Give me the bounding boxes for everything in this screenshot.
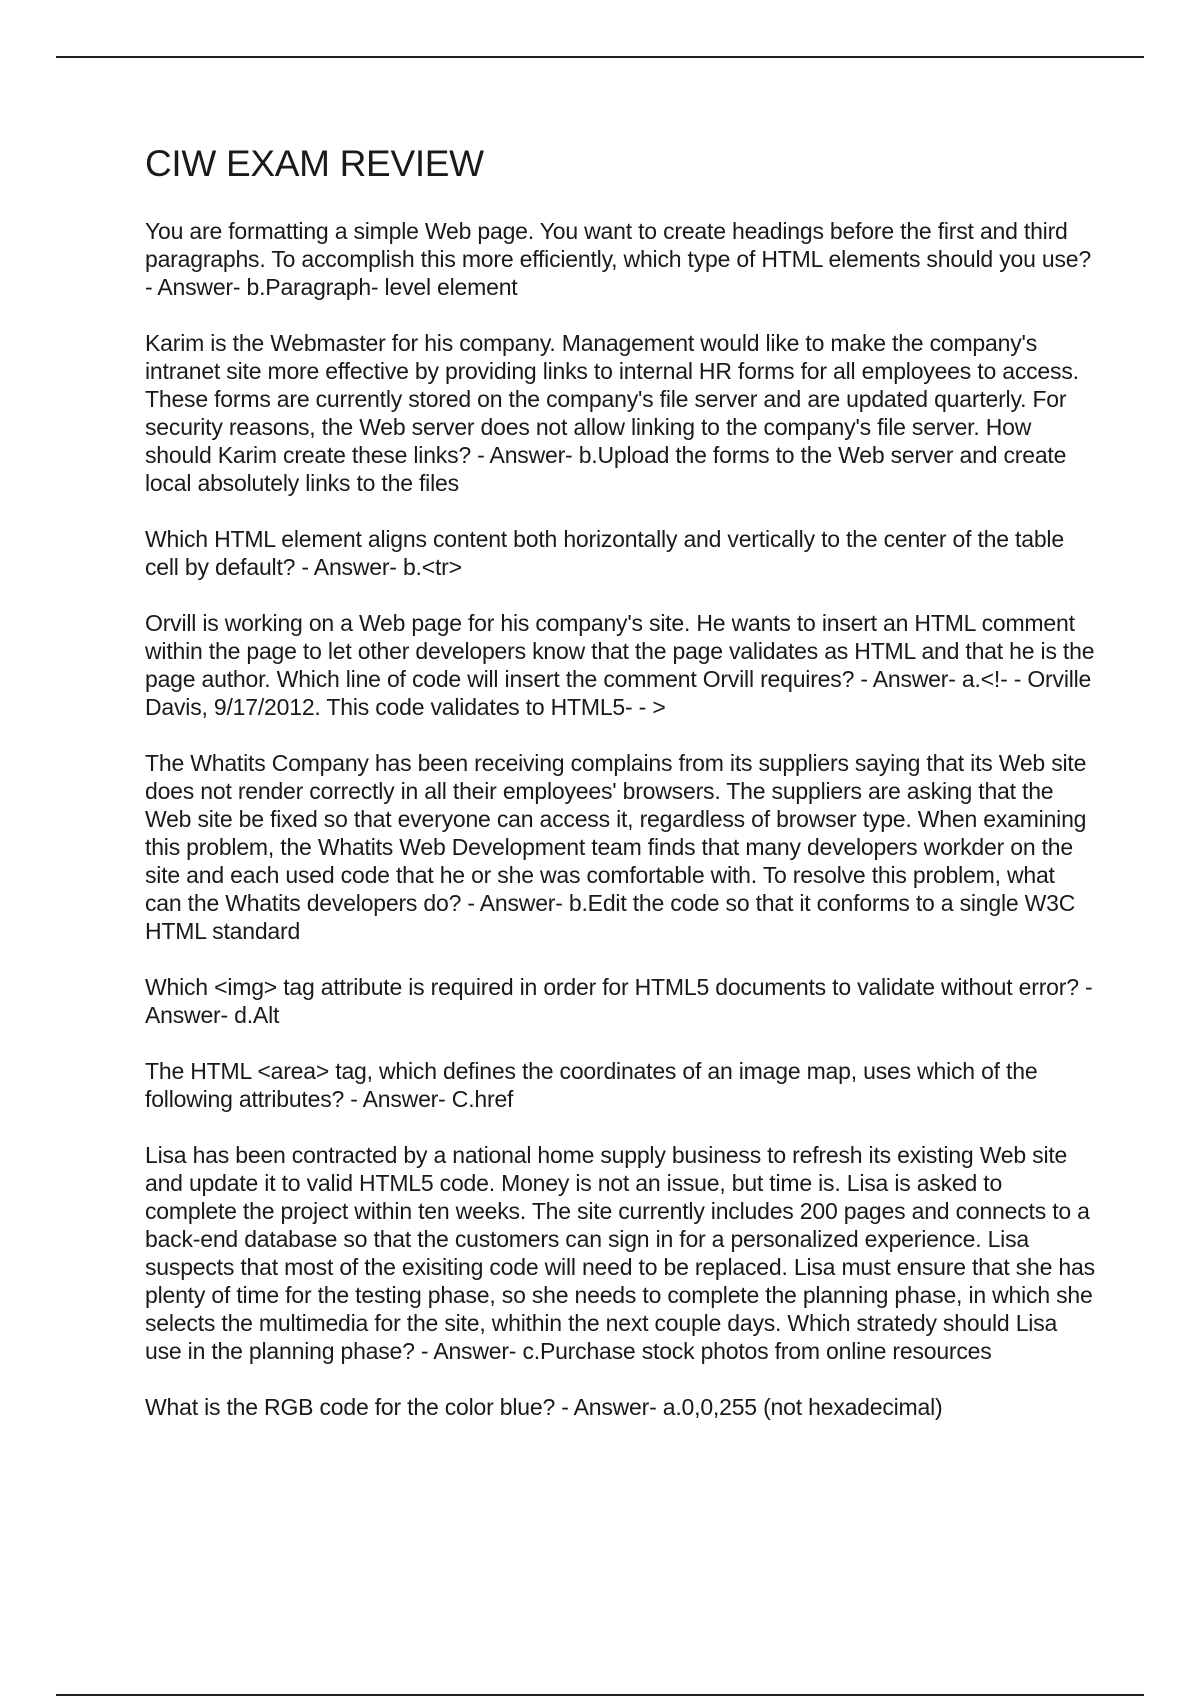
qa-entry-5: The Whatits Company has been receiving complains from its suppliers saying that its Web site does not render correctly in all their employees' browsers. The suppliers are asking that the Web site be fixed so that everyone can access it, regardless of browser type. When examining this problem, the Whatits Web Development team finds that many developers workder on the site and each used code that he or she was comfortable with. To resolve this problem, what can the Whatits developers do? - Answer- b.Edit the code so that it conforms to a single W3C HTML standard [145,750,1087,944]
qa-entry-4: Orvill is working on a Web page for his company's site. He wants to insert an HTML comment within the page to let other developers know that the page validates as HTML and that he is the page author. Which line of code will insert the comment Orvill requires? - Answer- a.<!- - Orville Davis, 9/17/2012. This code validates to HTML5- - > [145,610,1095,720]
qa-entry-3: Which HTML element aligns content both horizontally and vertically to the center of the table cell by default? - Answer- b.<tr> [145,526,1064,580]
qa-entry-1: You are formatting a simple Web page. You want to create headings before the first and third paragraphs. To accomplish this more efficiently, which type of HTML elements should you use? - Answer- b.Paragraph- level element [145,218,1091,300]
qa-entry-2: Karim is the Webmaster for his company. Management would like to make the company's intranet site more effective by providing links to internal HR forms for all employees to access. These forms are currently stored on the company's file server and are updated quarterly. For security reasons, the Web server does not allow linking to the company's file server. How should Karim create these links? - Answer- b.Upload the forms to the Web server and create local absolutely links to the files [145,330,1079,496]
qa-entry-7: The HTML <area> tag, which defines the coordinates of an image map, uses which of the following attributes? - Answer- C.href [145,1058,1038,1112]
top-divider [56,56,1144,58]
qa-entry-9: What is the RGB code for the color blue? - Answer- a.0,0,255 (not hexadecimal) [145,1394,943,1420]
bottom-divider [56,1694,1144,1696]
qa-entry-6: Which <img> tag attribute is required in order for HTML5 documents to validate without error? - Answer- d.Alt [145,974,1093,1028]
document-body [145,140,1095,1449]
page-title: CIW EXAM REVIEW [145,143,484,184]
qa-entry-8: Lisa has been contracted by a national home supply business to refresh its existing Web site and update it to valid HTML5 code. Money is not an issue, but time is. Lisa is asked to complete the project within ten weeks. The site currently includes 200 pages and connects to a back-end database so that the customers can sign in for a personalized experience. Lisa suspects that most of the exisiting code will need to be replaced. Lisa must ensure that she has plenty of time for the testing phase, so she needs to complete the planning phase, in which she selects the multimedia for the site, whithin the next couple days. Which stratedy should Lisa use in the planning phase? - Answer- c.Purchase stock photos from online resources [145,1142,1095,1364]
